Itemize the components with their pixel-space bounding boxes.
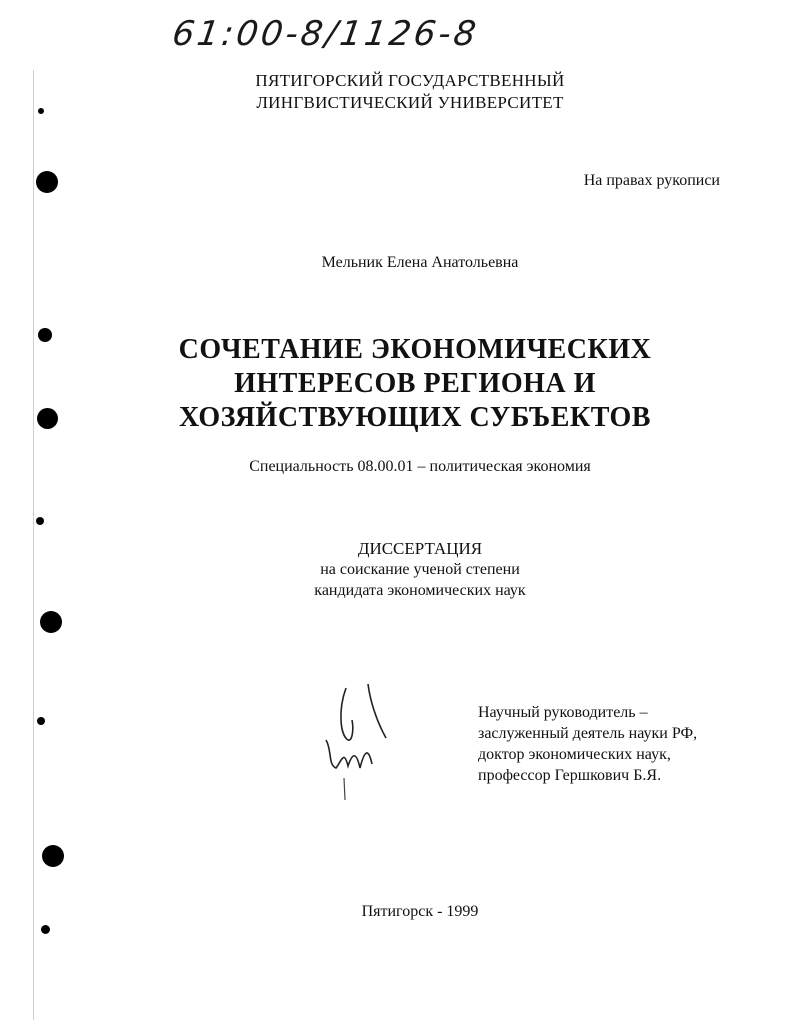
dissertation-heading: ДИССЕРТАЦИЯ [357, 539, 483, 558]
dissertation-title [110, 333, 720, 435]
binding-hole [37, 717, 45, 725]
handwritten-archive-number: 61:00-8/1126-8 [169, 14, 482, 54]
advisor-line-1: Научный руководитель – [478, 704, 648, 721]
city-year: Пятигорск - 1999 [361, 903, 479, 920]
binding-hole [41, 925, 50, 934]
author-name: Мельник Елена Анатольевна [321, 254, 519, 271]
binding-hole [36, 517, 44, 525]
title-line-2: ИНТЕРЕСОВ РЕГИОНА И [234, 368, 596, 399]
binding-hole [40, 611, 62, 633]
title-line-3: ХОЗЯЙСТВУЮЩИХ СУБЪЕКТОВ [179, 402, 651, 433]
binding-hole [37, 408, 58, 429]
rights-note: На правах рукописи [583, 172, 720, 189]
signature [318, 680, 408, 810]
binding-hole [38, 108, 44, 114]
dissertation-field-line: кандидата экономических наук [314, 582, 526, 599]
institution-line-1: ПЯТИГОРСКИЙ ГОСУДАРСТВЕННЫЙ [255, 71, 565, 90]
institution-name [160, 70, 660, 114]
advisor-line-4: профессор Гершкович Б.Я. [478, 767, 662, 784]
institution-line-2: ЛИНГВИСТИЧЕСКИЙ УНИВЕРСИТЕТ [256, 93, 564, 112]
title-line-1: СОЧЕТАНИЕ ЭКОНОМИЧЕСКИХ [178, 334, 652, 365]
dissertation-block [230, 538, 610, 601]
specialty: Специальность 08.00.01 – политическая экономия [249, 458, 591, 475]
advisor-line-2: заслуженный деятель науки РФ, [478, 725, 698, 742]
advisor-line-3: доктор экономических наук, [478, 746, 671, 763]
binding-hole [38, 328, 52, 342]
binding-hole [42, 845, 64, 867]
binding-hole [36, 171, 58, 193]
scientific-advisor [478, 702, 738, 786]
dissertation-degree-line: на соискание ученой степени [320, 561, 520, 578]
